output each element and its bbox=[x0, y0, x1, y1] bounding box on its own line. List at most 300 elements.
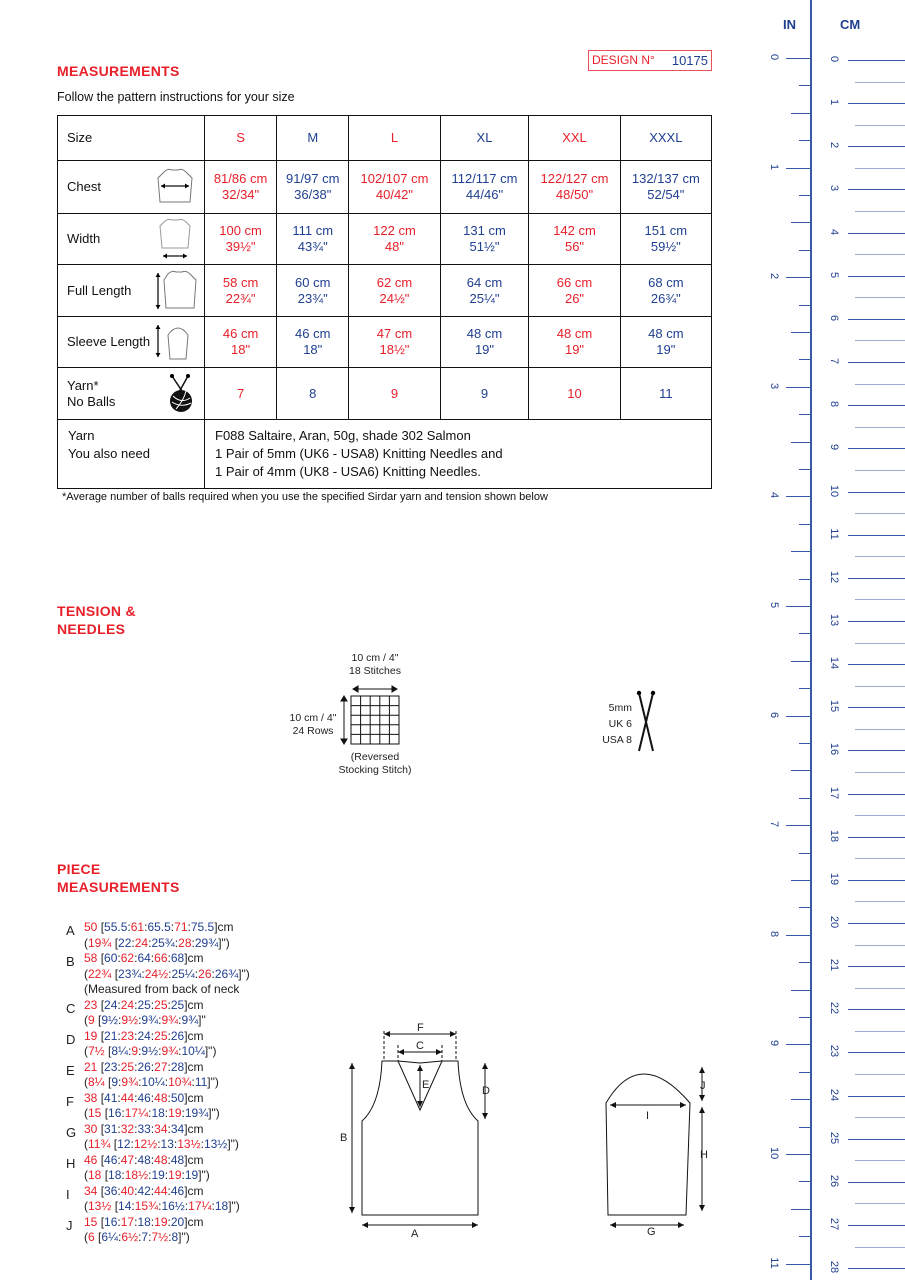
cm-label: 11 bbox=[828, 527, 840, 540]
inch-tick bbox=[799, 1236, 811, 1237]
cm-label: 3 bbox=[828, 185, 840, 192]
size-value: 7½ bbox=[88, 1044, 105, 1058]
size-value: 9 bbox=[111, 1075, 119, 1089]
measurement-cell bbox=[349, 161, 440, 214]
size-value: 25 bbox=[120, 1059, 135, 1074]
cm-tick bbox=[855, 340, 905, 341]
size-value: 11¾ bbox=[88, 1137, 111, 1151]
piece-letter: E bbox=[66, 1062, 75, 1078]
value-cm: 112/117 cm bbox=[451, 171, 518, 186]
size-value: 7 bbox=[141, 1230, 149, 1244]
size-value: 44 bbox=[120, 1090, 135, 1105]
measurement-cell bbox=[205, 265, 277, 317]
value-inches: 39½" bbox=[225, 239, 256, 254]
cm-tick bbox=[848, 1052, 905, 1053]
cm-tick bbox=[848, 492, 905, 493]
tension-square-diagram bbox=[340, 683, 410, 748]
piece-cm: 15 [16:17:18:19:20]cm bbox=[84, 1214, 204, 1229]
inch-tick bbox=[799, 962, 811, 963]
cm-tick bbox=[855, 470, 905, 471]
tension-width-label bbox=[330, 652, 420, 678]
measurement-cell bbox=[205, 161, 277, 214]
balls-s: 7 bbox=[205, 368, 277, 420]
cm-tick bbox=[848, 750, 905, 751]
value-inches: 44/46" bbox=[465, 187, 504, 202]
inch-tick bbox=[799, 853, 811, 854]
cm-tick bbox=[855, 901, 905, 902]
inch-label: 7 bbox=[768, 821, 780, 828]
size-value: 28 bbox=[170, 1059, 185, 1074]
cm-tick bbox=[855, 211, 905, 212]
cm-label: 15 bbox=[828, 700, 840, 713]
inch-tick bbox=[799, 1017, 811, 1018]
value-inches: 48" bbox=[384, 239, 404, 254]
size-value: 34 bbox=[84, 1183, 98, 1198]
piece-letter: H bbox=[66, 1155, 76, 1171]
tension-heading-line2: NEEDLES bbox=[57, 621, 126, 637]
size-value: 9 bbox=[131, 1044, 139, 1058]
ruler-cm-label: CM bbox=[840, 17, 861, 32]
cm-tick bbox=[848, 189, 905, 190]
knitting-needles-icon bbox=[634, 690, 658, 754]
inch-tick bbox=[791, 1209, 811, 1210]
value-cm: 64 cm bbox=[466, 274, 503, 290]
tension-width-measure: 10 cm / 4" bbox=[351, 652, 399, 664]
size-value: 48 bbox=[137, 1152, 151, 1167]
cm-tick bbox=[848, 707, 905, 708]
width-diagram-icon bbox=[154, 218, 198, 260]
label-j: J bbox=[700, 1080, 706, 1092]
value-inches: 26¾" bbox=[650, 290, 681, 306]
size-value: 40 bbox=[120, 1183, 135, 1198]
inch-tick bbox=[791, 222, 811, 223]
needle-usa: USA 8 bbox=[602, 734, 632, 746]
inch-tick bbox=[786, 496, 811, 497]
inch-tick bbox=[791, 551, 811, 552]
piece-inches: (6 [6¼:6½:7:7½:8]") bbox=[84, 1230, 190, 1244]
cm-tick bbox=[848, 448, 905, 449]
yarn-info-row bbox=[58, 420, 712, 489]
cm-tick bbox=[855, 1247, 905, 1248]
size-xxl: XXL bbox=[529, 116, 620, 161]
piece-cm: 38 [41:44:46:48:50]cm bbox=[84, 1090, 204, 1105]
size-s: S bbox=[205, 116, 277, 161]
size-value: 25¾ bbox=[151, 935, 175, 950]
piece-cm: 23 [24:24:25:25:25]cm bbox=[84, 997, 204, 1012]
size-value: 13½ bbox=[177, 1137, 201, 1151]
label-f: F bbox=[417, 1022, 424, 1034]
size-value: 26¾ bbox=[214, 966, 239, 981]
size-value: 28 bbox=[178, 935, 192, 950]
size-value: 25 bbox=[170, 997, 185, 1012]
size-value: 13 bbox=[160, 1137, 174, 1151]
size-value: 9½ bbox=[121, 1013, 139, 1027]
size-value: 46 bbox=[137, 1090, 151, 1105]
value-cm: 47 cm bbox=[376, 326, 413, 341]
cm-tick bbox=[848, 966, 905, 967]
row-label-text: Chest bbox=[67, 179, 101, 194]
measurement-cell bbox=[529, 317, 620, 368]
size-value: 48 bbox=[154, 1090, 168, 1105]
cm-tick bbox=[855, 82, 905, 83]
size-value: 41 bbox=[104, 1090, 118, 1105]
yarn-info-label bbox=[58, 420, 205, 489]
piece-heading-line1: PIECE bbox=[57, 861, 101, 877]
measurement-cell bbox=[440, 317, 529, 368]
size-value: 19 bbox=[184, 1168, 199, 1182]
cm-tick bbox=[848, 1139, 905, 1140]
inch-tick bbox=[791, 770, 811, 771]
piece-inches: (13½ [14:15¾:16½:17¼:18]") bbox=[84, 1199, 240, 1213]
inch-tick bbox=[799, 359, 811, 360]
size-value: 18 bbox=[137, 1214, 151, 1229]
size-value: 8¼ bbox=[88, 1075, 105, 1089]
inch-tick bbox=[786, 825, 811, 826]
size-value: 48 bbox=[154, 1152, 168, 1167]
size-l: L bbox=[349, 116, 440, 161]
inch-tick bbox=[786, 1044, 811, 1045]
row-label-text: Full Length bbox=[67, 282, 132, 298]
piece-inches: (11¾ [12:12½:13:13½:13½]") bbox=[84, 1137, 239, 1151]
cm-label: 6 bbox=[828, 314, 840, 321]
label-c: C bbox=[416, 1040, 424, 1052]
cm-label: 16 bbox=[828, 743, 840, 756]
cm-tick bbox=[848, 103, 905, 104]
value-inches: 25¼" bbox=[469, 290, 500, 306]
value-inches: 32/34" bbox=[222, 187, 260, 202]
needle-mm: 5mm bbox=[608, 702, 632, 714]
cm-label: 21 bbox=[828, 959, 840, 972]
measurement-cell bbox=[529, 214, 620, 265]
size-value: 9¾ bbox=[161, 1044, 179, 1058]
inch-label: 2 bbox=[768, 273, 780, 280]
cm-tick bbox=[848, 1009, 905, 1010]
size-value: 14 bbox=[118, 1199, 132, 1213]
cm-tick bbox=[855, 686, 905, 687]
size-header-row bbox=[58, 116, 712, 161]
inch-label: 11 bbox=[768, 1256, 780, 1269]
piece-cm: 58 [60:62:64:66:68]cm bbox=[84, 951, 204, 965]
cm-tick bbox=[855, 1117, 905, 1118]
design-label: DESIGN N° bbox=[592, 53, 655, 67]
piece-inches: (9 [9½:9½:9¾:9¾:9¾]" bbox=[84, 1013, 206, 1027]
size-value: 36 bbox=[104, 1183, 118, 1198]
balls-l: 9 bbox=[349, 368, 440, 420]
measurement-row-width bbox=[58, 214, 712, 265]
size-value: 65.5 bbox=[147, 920, 171, 934]
size-value: 24 bbox=[137, 1028, 151, 1043]
value-cm: 62 cm bbox=[376, 274, 413, 290]
measurements-table bbox=[57, 115, 712, 489]
inch-tick bbox=[791, 332, 811, 333]
size-value: 10¾ bbox=[168, 1075, 192, 1089]
size-value: 19¾ bbox=[184, 1106, 209, 1120]
inch-tick bbox=[786, 387, 811, 388]
balls-xxxl: 11 bbox=[620, 368, 711, 420]
inch-tick bbox=[799, 140, 811, 141]
yarn-balls-row bbox=[58, 368, 712, 420]
inch-tick bbox=[799, 579, 811, 580]
size-xxxl: XXXL bbox=[620, 116, 711, 161]
cm-tick bbox=[848, 60, 905, 61]
cm-label: 24 bbox=[828, 1088, 840, 1101]
measurement-cell bbox=[277, 317, 349, 368]
size-value: 19 bbox=[168, 1106, 182, 1120]
value-inches: 56" bbox=[564, 239, 585, 254]
inch-tick bbox=[799, 414, 811, 415]
size-value: 55.5 bbox=[104, 920, 128, 934]
size-value: 18 bbox=[214, 1199, 229, 1213]
inch-tick bbox=[799, 1127, 811, 1128]
cm-label: 23 bbox=[828, 1045, 840, 1058]
measurement-cell bbox=[620, 265, 711, 317]
size-value: 18 bbox=[88, 1168, 102, 1182]
inch-label: 8 bbox=[768, 930, 780, 937]
piece-cm: 21 [23:25:26:27:28]cm bbox=[84, 1059, 204, 1074]
label-i: I bbox=[646, 1110, 650, 1122]
size-value: 34 bbox=[170, 1121, 185, 1136]
piece-letter: B bbox=[66, 954, 75, 969]
cm-tick bbox=[855, 427, 905, 428]
cm-label: 5 bbox=[828, 271, 840, 278]
inch-tick bbox=[791, 1099, 811, 1100]
measurements-heading: MEASUREMENTS bbox=[57, 63, 180, 79]
size-value: 18½ bbox=[124, 1168, 149, 1182]
size-value: 16 bbox=[108, 1106, 122, 1120]
piece-cm: 19 [21:23:24:25:26]cm bbox=[84, 1028, 204, 1043]
inch-tick bbox=[799, 633, 811, 634]
value-cm: 48 cm bbox=[648, 326, 684, 341]
row-label bbox=[58, 214, 205, 265]
size-value: 9¾ bbox=[181, 1013, 199, 1027]
label-e: E bbox=[422, 1079, 430, 1091]
inch-label: 10 bbox=[768, 1147, 780, 1160]
no-balls-label: No Balls bbox=[67, 393, 116, 409]
cm-tick bbox=[848, 880, 905, 881]
piece-inches: (22¾ [23¾:24½:25¼:26:26¾]") bbox=[84, 966, 250, 981]
cm-tick bbox=[855, 772, 905, 773]
inch-tick bbox=[799, 1072, 811, 1073]
row-label bbox=[58, 161, 205, 214]
size-value: 19 bbox=[168, 1168, 182, 1182]
measurement-cell bbox=[205, 317, 277, 368]
cm-tick bbox=[855, 297, 905, 298]
size-value: 23¾ bbox=[118, 966, 142, 981]
size-value: 13½ bbox=[203, 1137, 228, 1151]
cm-label: 1 bbox=[828, 99, 840, 106]
piece-cm: 34 [36:40:42:44:46]cm bbox=[84, 1183, 204, 1198]
value-cm: 122 cm bbox=[373, 223, 416, 238]
size-value: 25 bbox=[154, 997, 168, 1012]
inch-label: 0 bbox=[768, 53, 780, 61]
tension-height-label bbox=[280, 712, 346, 738]
footnote: *Average number of balls required when you use the specified Sirdar yarn and tension shown below bbox=[62, 491, 548, 503]
piece-inches: (18 [18:18½:19:19:19]") bbox=[84, 1168, 210, 1182]
value-cm: 58 cm bbox=[222, 274, 259, 290]
label-b: B bbox=[340, 1132, 348, 1144]
size-value: 6 bbox=[88, 1230, 95, 1244]
piece-letter: C bbox=[66, 1000, 76, 1016]
cm-tick bbox=[848, 146, 905, 147]
cm-label: 20 bbox=[828, 915, 840, 929]
cm-tick bbox=[855, 168, 905, 169]
label-h: H bbox=[700, 1149, 708, 1161]
size-value: 23 bbox=[84, 997, 98, 1012]
value-inches: 18" bbox=[231, 342, 251, 357]
measurement-cell bbox=[529, 161, 620, 214]
value-cm: 46 cm bbox=[222, 326, 259, 341]
size-value: 61 bbox=[130, 920, 145, 934]
length-diagram-icon bbox=[154, 270, 198, 312]
size-value: 19¾ bbox=[88, 935, 112, 950]
cm-label: 0 bbox=[828, 55, 840, 63]
size-value: 66 bbox=[154, 951, 168, 965]
cm-tick bbox=[855, 384, 905, 385]
value-inches: 19" bbox=[564, 342, 585, 357]
size-value: 24½ bbox=[144, 966, 169, 981]
size-value: 26 bbox=[198, 966, 212, 981]
piece-inches: (19¾ [22:24:25¾:28:29¾]") bbox=[84, 935, 230, 950]
stitch-type-label bbox=[330, 751, 420, 777]
size-value: 21 bbox=[104, 1028, 118, 1043]
value-inches: 23¾" bbox=[297, 290, 328, 306]
inch-tick bbox=[786, 1154, 811, 1155]
value-inches: 22¾" bbox=[225, 290, 256, 306]
size-value: 18 bbox=[151, 1106, 165, 1120]
yarn-balls-label bbox=[58, 368, 205, 420]
inch-tick bbox=[786, 1264, 811, 1265]
inch-tick bbox=[799, 305, 811, 306]
measurement-cell bbox=[349, 214, 440, 265]
cm-label: 19 bbox=[828, 872, 840, 885]
cm-tick bbox=[848, 1225, 905, 1226]
inch-tick bbox=[799, 85, 811, 86]
size-value: 6¼ bbox=[101, 1230, 119, 1244]
cm-tick bbox=[848, 1268, 905, 1269]
measurement-cell bbox=[277, 161, 349, 214]
piece-heading-line2: MEASUREMENTS bbox=[57, 879, 180, 895]
measurement-cell bbox=[277, 214, 349, 265]
size-value: 9 bbox=[88, 1013, 95, 1027]
info-also-need-label: You also need bbox=[68, 446, 150, 461]
value-inches: 48/50" bbox=[555, 187, 594, 202]
inch-tick bbox=[786, 168, 811, 169]
tension-heading-line1: TENSION & bbox=[57, 603, 136, 619]
value-inches: 24½" bbox=[379, 290, 410, 306]
measurement-row-sleeve-length bbox=[58, 317, 712, 368]
size-m: M bbox=[277, 116, 349, 161]
value-cm: 68 cm bbox=[648, 274, 684, 290]
value-cm: 81/86 cm bbox=[213, 171, 268, 186]
sleeve-diagram-icon bbox=[154, 321, 198, 363]
size-value: 19 bbox=[84, 1028, 98, 1043]
size-value: 68 bbox=[170, 951, 185, 965]
balls-m: 8 bbox=[277, 368, 349, 420]
size-value: 9¾ bbox=[141, 1013, 159, 1027]
size-value: 12 bbox=[117, 1137, 131, 1151]
size-value: 48 bbox=[170, 1152, 185, 1167]
size-value: 17¼ bbox=[188, 1199, 212, 1213]
cm-label: 26 bbox=[828, 1174, 840, 1188]
value-cm: 151 cm bbox=[644, 223, 688, 238]
value-cm: 46 cm bbox=[295, 326, 331, 341]
size-value: 16 bbox=[104, 1214, 118, 1229]
piece-inches: (7½ [8¼:9:9½:9¾:10¼]") bbox=[84, 1044, 217, 1058]
size-value: 17 bbox=[120, 1214, 135, 1229]
cm-label: 10 bbox=[828, 484, 840, 497]
size-value: 24 bbox=[104, 997, 118, 1012]
value-inches: 19" bbox=[474, 342, 495, 357]
value-inches: 51½" bbox=[469, 239, 500, 254]
yarn-ball-icon bbox=[164, 374, 198, 414]
inch-tick bbox=[786, 58, 811, 59]
piece-cm: 50 [55.5:61:65.5:71:75.5]cm bbox=[84, 920, 234, 934]
inch-label: 3 bbox=[768, 382, 780, 389]
size-label: Size bbox=[58, 116, 205, 161]
size-value: 24 bbox=[120, 997, 135, 1012]
row-label bbox=[58, 317, 205, 368]
cm-label: 22 bbox=[828, 1002, 840, 1015]
cm-tick bbox=[848, 621, 905, 622]
value-inches: 52/54" bbox=[647, 187, 685, 202]
size-value: 20 bbox=[170, 1214, 185, 1229]
cm-tick bbox=[848, 664, 905, 665]
size-value: 38 bbox=[84, 1090, 98, 1105]
piece-letter: F bbox=[66, 1093, 74, 1109]
size-value: 46 bbox=[104, 1152, 118, 1167]
measurement-cell bbox=[620, 161, 711, 214]
measurement-cell bbox=[349, 265, 440, 317]
size-value: 25¼ bbox=[171, 966, 195, 981]
value-cm: 111 cm bbox=[292, 223, 334, 238]
cm-label: 12 bbox=[828, 570, 840, 583]
value-cm: 122/127 cm bbox=[540, 171, 609, 186]
measurement-cell bbox=[620, 317, 711, 368]
tension-height-measure: 10 cm / 4" bbox=[289, 712, 337, 724]
inch-tick bbox=[799, 798, 811, 799]
size-value: 75.5 bbox=[190, 920, 215, 934]
cm-tick bbox=[848, 837, 905, 838]
label-a: A bbox=[411, 1228, 419, 1240]
cm-tick bbox=[855, 556, 905, 557]
size-value: 21 bbox=[84, 1059, 98, 1074]
size-value: 31 bbox=[104, 1121, 118, 1136]
size-value: 47 bbox=[120, 1152, 135, 1167]
cm-tick bbox=[848, 362, 905, 363]
cm-tick bbox=[848, 233, 905, 234]
piece-letter: I bbox=[66, 1186, 70, 1202]
size-value: 22 bbox=[118, 935, 132, 950]
row-label-text: Width bbox=[67, 231, 101, 246]
size-value: 9¾ bbox=[161, 1013, 179, 1027]
piece-note: (Measured from back of neck bbox=[84, 982, 240, 996]
needles-5mm: 1 Pair of 5mm (UK6 - USA8) Knitting Needles and bbox=[215, 446, 503, 461]
size-value: 29¾ bbox=[194, 935, 219, 950]
cm-tick bbox=[848, 319, 905, 320]
value-inches: 19" bbox=[656, 342, 676, 357]
size-value: 11 bbox=[194, 1075, 208, 1089]
cm-tick bbox=[848, 1182, 905, 1183]
cm-label: 9 bbox=[828, 444, 840, 451]
inch-label: 4 bbox=[768, 492, 780, 499]
cm-tick bbox=[848, 794, 905, 795]
inch-tick bbox=[799, 469, 811, 470]
measurement-cell bbox=[529, 265, 620, 317]
cm-tick bbox=[855, 945, 905, 946]
inch-tick bbox=[786, 277, 811, 278]
intro-text: Follow the pattern instructions for your size bbox=[57, 90, 295, 104]
size-value: 30 bbox=[84, 1121, 98, 1136]
